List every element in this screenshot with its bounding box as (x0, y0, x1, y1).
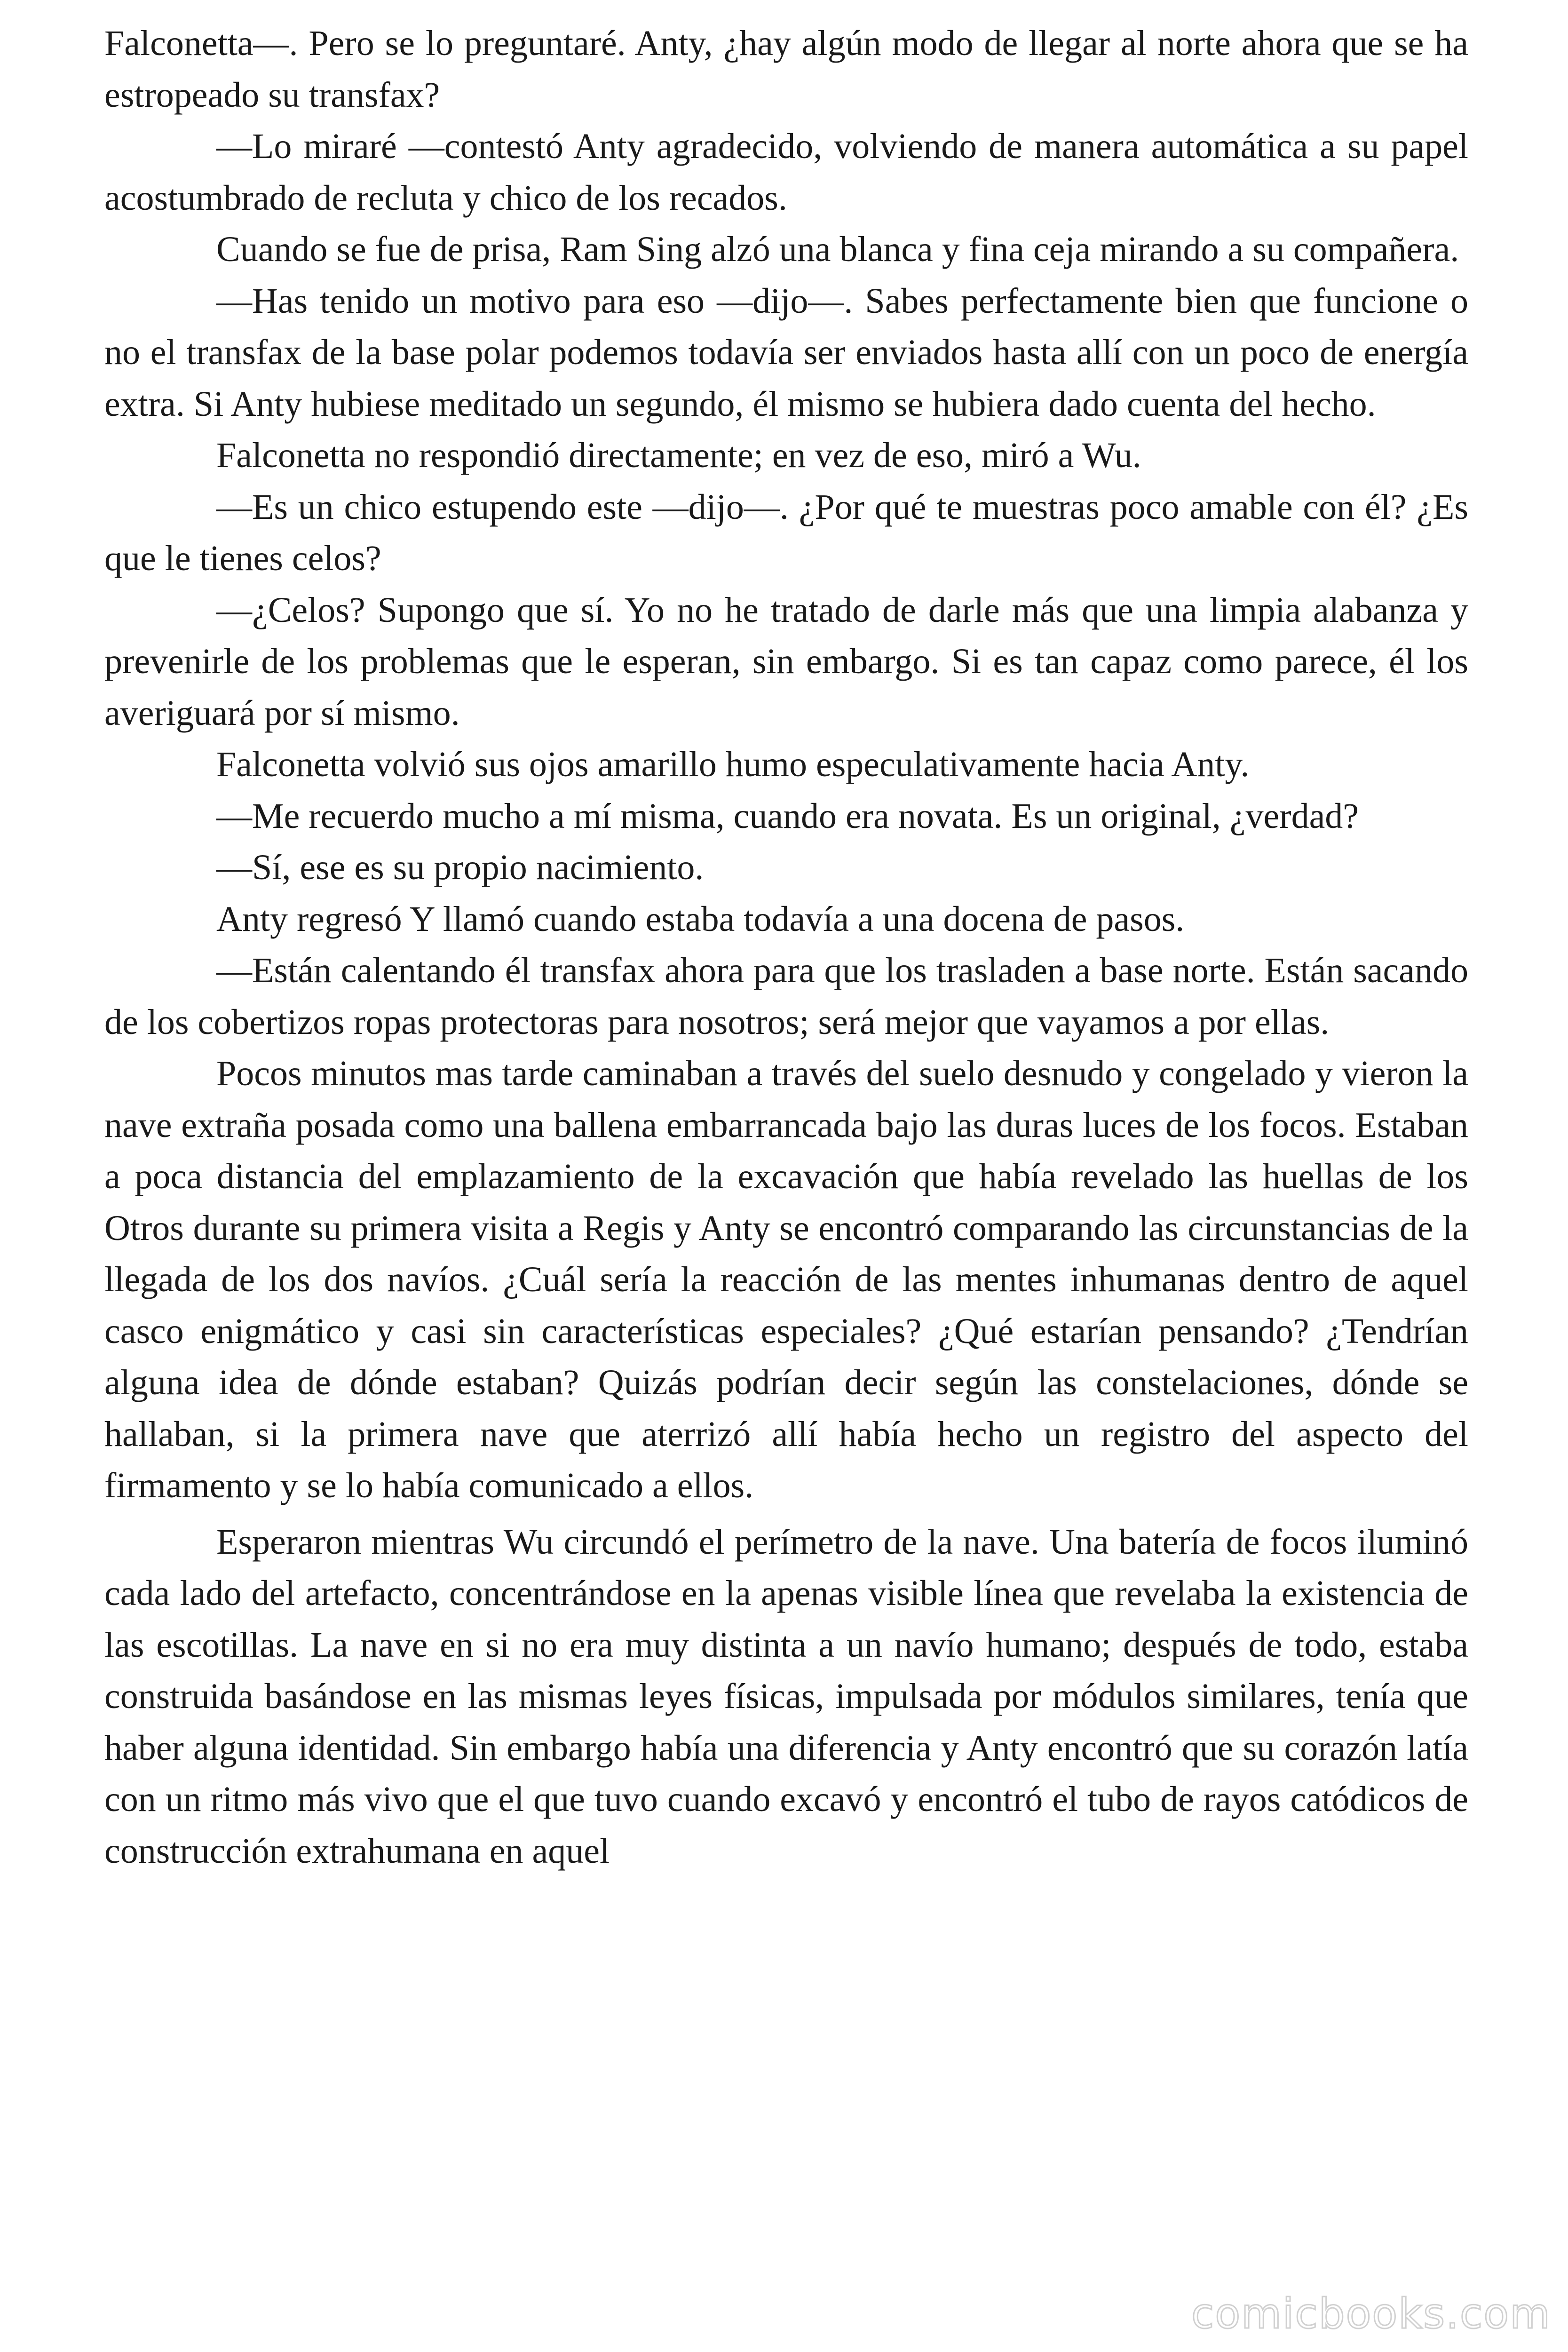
paragraph: Esperaron mientras Wu circundó el perímetro de la nave. Una batería de focos iluminó cada lado del artefacto, concentrándose en la apenas visible línea que revelaba la existencia de las escotillas. La nave en si no era muy distinta a un navío humano; después de todo, estaba construida basándose en las mismas leyes físicas, impulsada por módulos similares, tenía que haber alguna identidad. Sin embargo había una diferencia y Anty encontró que su corazón latía con un ritmo más vivo que el que tuvo cuando excavó y encontró el tubo de rayos catódicos de construcción extrahumana en aquel (104, 1522, 1468, 1871)
body-text (104, 18, 1468, 1877)
paragraph: —¿Celos? Supongo que sí. Yo no he tratado de darle más que una limpia alabanza y prevenirle de los problemas que le esperan, sin embargo. Si es tan capaz como parece, él los averiguará por sí mismo. (104, 590, 1468, 733)
paragraph: —Lo miraré —contestó Anty agradecido, volviendo de manera automática a su papel acostumbrado de recluta y chico de los recados. (104, 127, 1468, 218)
paragraph: Cuando se fue de prisa, Ram Sing alzó una blanca y fina ceja mirando a su compañera. (216, 230, 1459, 269)
paragraph: —Es un chico estupendo este —dijo—. ¿Por qué te muestras poco amable con él? ¿Es que le tienes celos? (104, 487, 1468, 578)
paragraph: —Me recuerdo mucho a mí misma, cuando era novata. Es un original, ¿verdad? (216, 796, 1359, 836)
paragraph: Falconetta—. Pero se lo preguntaré. Anty, ¿hay algún modo de llegar al norte ahora que se ha estropeado su transfax? (104, 24, 1468, 115)
paragraph: Pocos minutos mas tarde caminaban a través del suelo desnudo y congelado y vieron la nave extraña posada como una ballena embarrancada bajo las duras luces de los focos. Estaban a poca distancia del emplazamiento de la excavación que había revelado las huellas de los Otros durante su primera visita a Regis y Anty se encontró comparando las circunstancias de la llegada de los dos navíos. ¿Cuál sería la reacción de las mentes inhumanas dentro de aquel casco enigmático y casi sin características especiales? ¿Qué estarían pensando? ¿Tendrían alguna idea de dónde estaban? Quizás podrían decir según las constelaciones, dónde se hallaban, si la primera nave que aterrizó allí había hecho un registro del aspecto del firmamento y se lo había comunicado a ellos. (104, 1054, 1468, 1505)
paragraph: Anty regresó Y llamó cuando estaba todavía a una docena de pasos. (216, 899, 1185, 939)
paragraph: Falconetta volvió sus ojos amarillo humo especulativamente hacia Anty. (216, 745, 1250, 784)
paragraph: Falconetta no respondió directamente; en vez de eso, miró a Wu. (216, 436, 1141, 475)
paragraph: —Están calentando él transfax ahora para que los trasladen a base norte. Están sacando de los cobertizos ropas protectoras para nosotros; será mejor que vayamos a por ellas. (104, 951, 1468, 1042)
paragraph: —Sí, ese es su propio nacimiento. (216, 848, 704, 887)
paragraph: —Has tenido un motivo para eso —dijo—. Sabes perfectamente bien que funcione o no el transfax de la base polar podemos todavía ser enviados hasta allí con un poco de energía extra. Si Anty hubiese meditado un segundo, él mismo se hubiera dado cuenta del hecho. (104, 281, 1468, 424)
watermark-logo: comicbooks.com (1191, 2289, 1551, 2338)
